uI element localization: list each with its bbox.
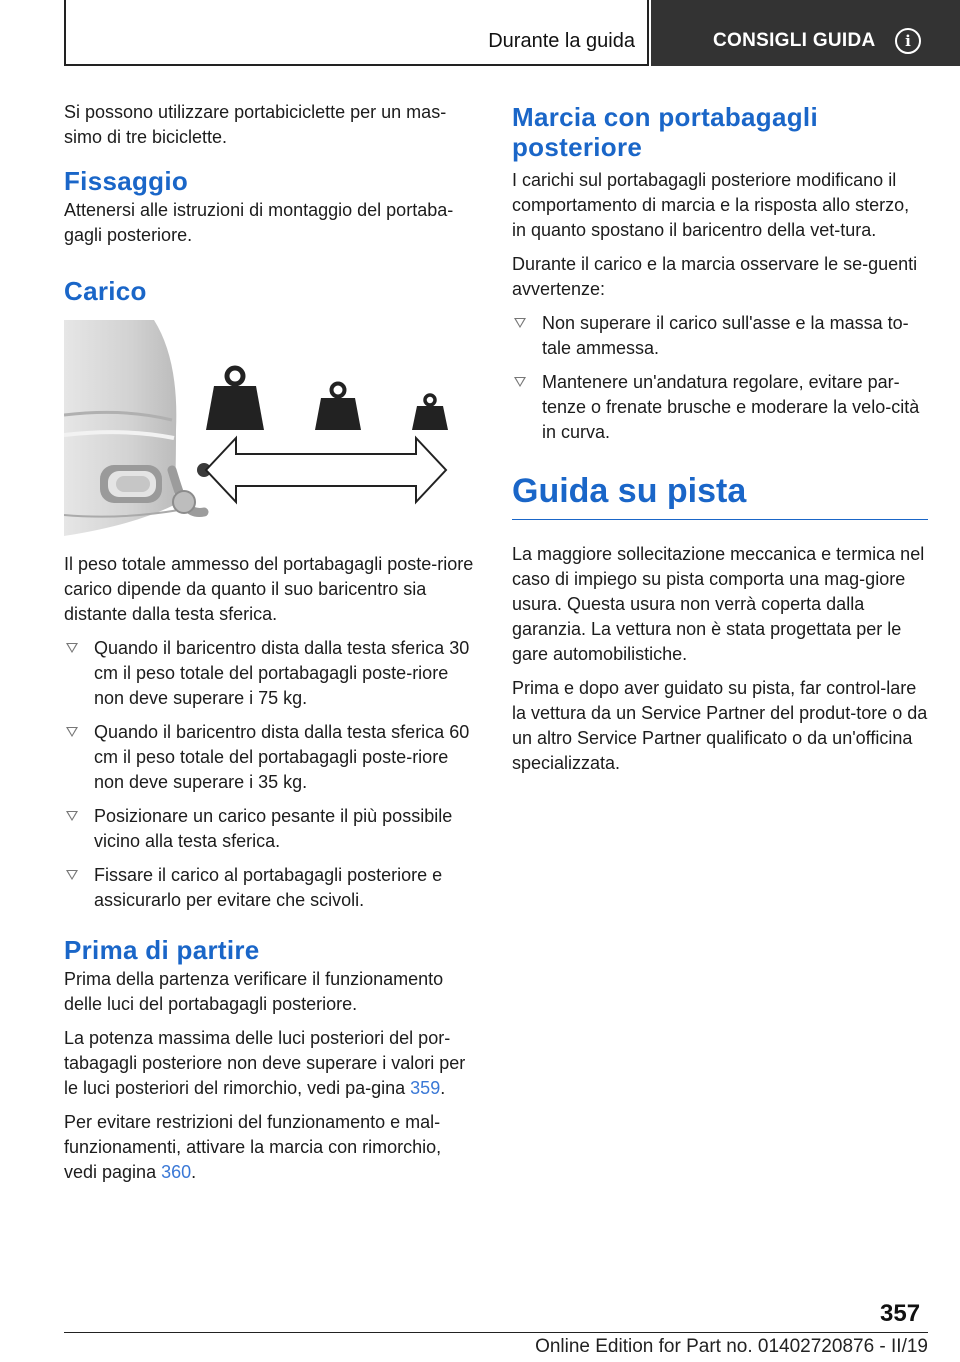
- carico-paragraph: Il peso totale ammesso del portabagagli poste-riore carico dipende da quanto il suo baricentro sia distante dalla testa sferica.: [64, 554, 474, 624]
- footer-divider: [64, 1332, 928, 1333]
- triangle-bullet-icon: [66, 727, 78, 737]
- right-column: [512, 100, 928, 785]
- double-arrow-icon: [206, 438, 446, 502]
- triangle-bullet-icon: [66, 870, 78, 880]
- triangle-bullet-icon: [514, 377, 526, 387]
- marcia-heading: Marcia con portabagagli posteriore: [512, 102, 818, 162]
- weight-small-icon: [412, 395, 448, 430]
- list-item: Mantenere un'andatura regolare, evitare par-tenze o frenate brusche e moderare la velo-cità in curva.: [512, 370, 928, 445]
- header-section-box: [64, 0, 649, 66]
- footer-edition: Online Edition for Part no. 01402720876 - II/19: [535, 1336, 928, 1357]
- car-rear-illustration: [64, 320, 211, 536]
- header-chapter-title: CONSIGLI GUIDA: [713, 30, 876, 51]
- guida-heading: Guida su pista: [512, 471, 928, 520]
- triangle-bullet-icon: [66, 811, 78, 821]
- page-link-360[interactable]: 360: [161, 1162, 192, 1182]
- triangle-bullet-icon: [514, 318, 526, 328]
- marcia-list: [512, 311, 928, 445]
- prima-heading: Prima di partire: [64, 935, 260, 965]
- prima-paragraph-3: Per evitare restrizioni del funzionamento e mal-funzionamenti, attivare la marcia con rimorchio, vedi pagina 360.: [64, 1112, 442, 1182]
- page-link-359[interactable]: 359: [410, 1078, 441, 1098]
- list-item: Posizionare un carico pesante il più possibile vicino alla testa sferica.: [64, 804, 478, 854]
- load-illustration: [64, 320, 478, 536]
- guida-paragraph-2: Prima e dopo aver guidato su pista, far control-lare la vettura da un Service Partner del produt-tore o da un altro Service Partner qualificato o da un'officina specializzata.: [512, 678, 928, 773]
- page-number: 357: [880, 1300, 921, 1327]
- prima-paragraph-2: La potenza massima delle luci posteriori del por-tabagagli posteriore non deve superare i valori per le luci posteriori del rimorchio, vedi pa-gina 359.: [64, 1028, 466, 1098]
- left-column: [64, 100, 478, 1194]
- header-section-title: Durante la guida: [488, 30, 635, 52]
- list-item: Fissare il carico al portabagagli posteriore e assicurarlo per evitare che scivoli.: [64, 863, 478, 913]
- weight-large-icon: [206, 368, 264, 430]
- marcia-paragraph-1: I carichi sul portabagagli posteriore modificano il comportamento di marcia e la risposta allo sterzo, in quanto spostano il baricentro della vet-tura.: [512, 170, 910, 240]
- marcia-paragraph-2: Durante il carico e la marcia osservare le se-guenti avvertenze:: [512, 254, 918, 299]
- intro-paragraph: Si possono utilizzare portabiciclette per un mas-simo di tre biciclette.: [64, 102, 447, 147]
- carico-heading: Carico: [64, 276, 147, 306]
- list-item: Quando il baricentro dista dalla testa sferica 30 cm il peso totale del portabagagli poste-riore non deve superare i 75 kg.: [64, 636, 478, 711]
- list-item: Non superare il carico sull'asse e la massa to-tale ammessa.: [512, 311, 928, 361]
- prima-paragraph-1: Prima della partenza verificare il funzionamento delle luci del portabagagli posteriore.: [64, 969, 444, 1014]
- carico-list: [64, 636, 478, 913]
- triangle-bullet-icon: [66, 643, 78, 653]
- weight-medium-icon: [315, 384, 361, 431]
- header-chapter-bar: [651, 0, 960, 66]
- fissaggio-heading: Fissaggio: [64, 166, 189, 196]
- list-item: Quando il baricentro dista dalla testa sferica 60 cm il peso totale del portabagagli poste-riore non deve superare i 35 kg.: [64, 720, 478, 795]
- guida-paragraph-1: La maggiore sollecitazione meccanica e termica nel caso di impiego su pista comporta una mag-giore usura. Questa usura non verrà coperta dalla garanzia. La vettura non è stata progettata per le gare automobilistiche.: [512, 544, 925, 664]
- info-icon: i: [895, 28, 921, 54]
- fissaggio-paragraph: Attenersi alle istruzioni di montaggio del portaba-gagli posteriore.: [64, 200, 454, 245]
